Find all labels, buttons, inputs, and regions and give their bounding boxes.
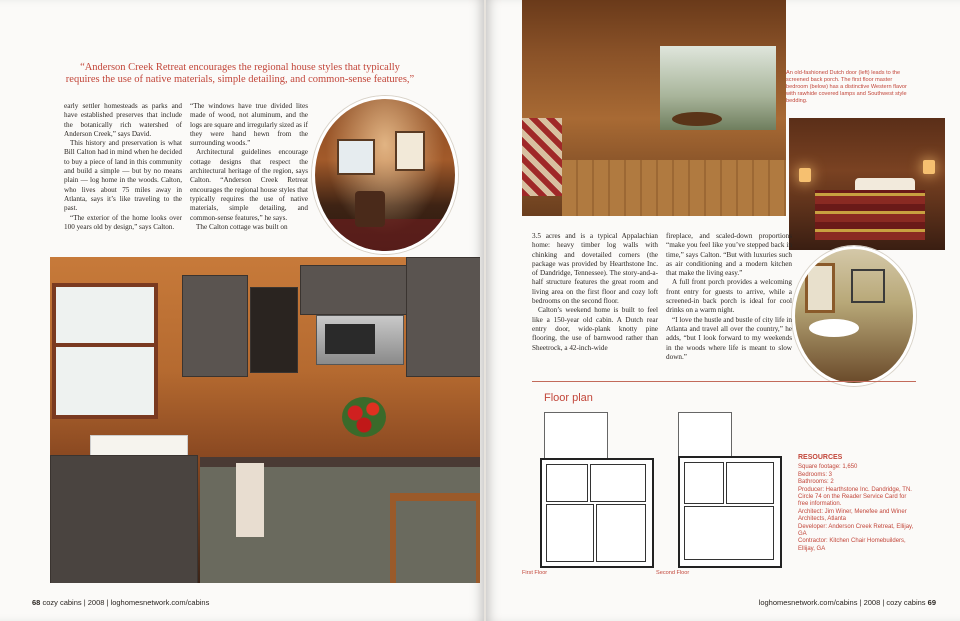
second-floor-plan [678,456,782,568]
cabinet-graphic [300,265,408,315]
bedroom-photo [789,118,945,250]
rug-graphic [325,219,445,253]
microwave-graphic [316,315,404,365]
cabinet-graphic [182,275,248,377]
towel-graphic [236,463,264,537]
plan-room [546,504,594,562]
bed-graphic [815,190,925,240]
kitchen-photo [50,257,480,583]
first-floor-porch-plan [544,412,608,460]
plan-room [596,504,646,562]
flowers-graphic [342,397,386,437]
floor-graphic [562,160,786,216]
plan-room [590,464,646,502]
resource-item: Producer: Hearthstone Inc. Dandridge, TN. Circle 74 on the Reader Service Card for free information. [798,486,912,508]
left-column-1 [64,102,182,232]
paragraph: A full front porch provides a welcoming front entry for guests to arrive, while a screened-in back porch is ideal for cool drinks on a warm night. [666,278,792,315]
cabinet-graphic [406,257,480,377]
page-number: 68 [32,598,41,607]
stool-graphic [390,493,480,583]
lamp-graphic [923,160,935,174]
resource-item: Bathrooms: 2 [798,479,834,486]
resources-box [798,454,918,553]
bathroom-photo [792,246,916,386]
lamp-graphic [799,168,811,182]
photo-caption: An old-fashioned Dutch door (left) leads to the screened back porch. The first floor master bedroom (below) has a distinctive Western flavor with rawhide covered lamps and Southwest style bedding. [786,70,907,104]
kitchen-window-graphic [52,283,158,419]
paragraph: The Calton cottage was built on [196,222,288,231]
plan-room [726,462,774,504]
floor-plan-title: Floor plan [544,392,593,404]
basin-graphic [809,319,859,337]
left-footer [32,598,209,607]
second-floor-label: Second Floor [656,570,690,576]
paragraph: early settler homesteads as parks and have established preserves that include the botanically rich watershed of Anderson Creek,” says David. [64,102,182,138]
right-footer [759,598,936,607]
resource-item: Bedrooms: 3 [798,471,833,478]
paragraph: “I love the hustle and bustle of city life in Atlanta and travel all over the country,” he adds, “but I look forward to my weekends in the woods where life is meant to slow down.” [666,315,792,361]
plan-room [684,506,774,560]
first-floor-plan [540,458,654,568]
paragraph: “The windows have true divided lites made of wood, not aluminum, and the logs are square and irregularly sized as if they were hand hewn from the surrounding woods.” [190,102,308,148]
resources-heading: RESOURCES [798,454,843,461]
window-graphic [395,131,425,171]
paragraph: “The exterior of the home looks over 100 years old by design,” says Calton. [64,213,182,231]
first-floor-label: First Floor [522,570,548,576]
living-room-photo [312,96,458,254]
window-graphic [337,139,375,175]
table-graphic [672,112,722,126]
plan-room [546,464,588,502]
resource-item: Developer: Anderson Creek Retreat, Ellijay, GA [798,523,914,538]
left-column-2 [190,102,308,232]
paragraph: 3.5 acres and is a typical Appalachian home: heavy timber log walls with chinking and dovetailed corners (the package was provided by Hearthstone Inc. of Dandridge, Tennessee). The story-and-a-half structure features the great room and living area on the first floor and cozy loft bedrooms on the second floor. [532,232,658,306]
footer-text: cozy cabins | 2008 | loghomesnetwork.com/cabins [42,598,210,607]
section-divider [532,381,916,382]
paragraph: Architectural guidelines encourage cottage designs that respect the architectural heritage of the region, says Calton. “Anderson Creek Retreat encourages the regional house styles that typically requires the use of native materials, simple detailing, and common-sense features,” he says. [190,148,308,222]
plan-room [684,462,724,504]
shelf-graphic [851,269,885,303]
porch-photo [522,0,786,216]
resource-item: Architect: Jim Winer, Menefee and Winer Architects, Atlanta [798,508,907,523]
pull-quote: “Anderson Creek Retreat encourages the regional house styles that typically requires the use of native materials, simple detailing, and common-sense features,” [65,62,415,85]
cabinet-graphic [50,455,198,583]
second-floor-porch-plan [678,412,732,458]
paragraph: fireplace, and scaled-down proportions “make you feel like you’ve stepped back in time,” says Calton. “But with luxuries such as air conditioning and a modern kitchen that make the living easy.” [666,232,792,278]
paragraph: This history and preservation is what Bill Calton had in mind when he decided to buy a piece of land in this community and build a simple — but by no means plain — log home in the woods. Calton, who lives about 75 miles away in Atlanta, says it’s like traveling to the past. [64,139,182,213]
right-column-1 [532,232,658,353]
right-column-2 [666,232,792,362]
resource-item: Square footage: 1,650 [798,464,858,471]
cabinet-graphic [250,287,298,373]
resource-item: Contractor: Kitchen Chair Homebuilders, Ellijay, GA [798,538,906,552]
footer-text: loghomesnetwork.com/cabins | 2008 | cozy cabins [758,598,926,607]
page-number: 69 [927,598,936,607]
chair-graphic [355,191,385,227]
right-page [486,0,960,621]
mirror-graphic [805,263,835,313]
paragraph: Calton’s weekend home is built to feel like a 150-year old cabin. A Dutch rear entry door, wide-plank knotty pine flooring, the use of barnwood rather than Sheetrock, a 42-inch-wide [532,306,658,352]
quilt-graphic [522,118,562,196]
